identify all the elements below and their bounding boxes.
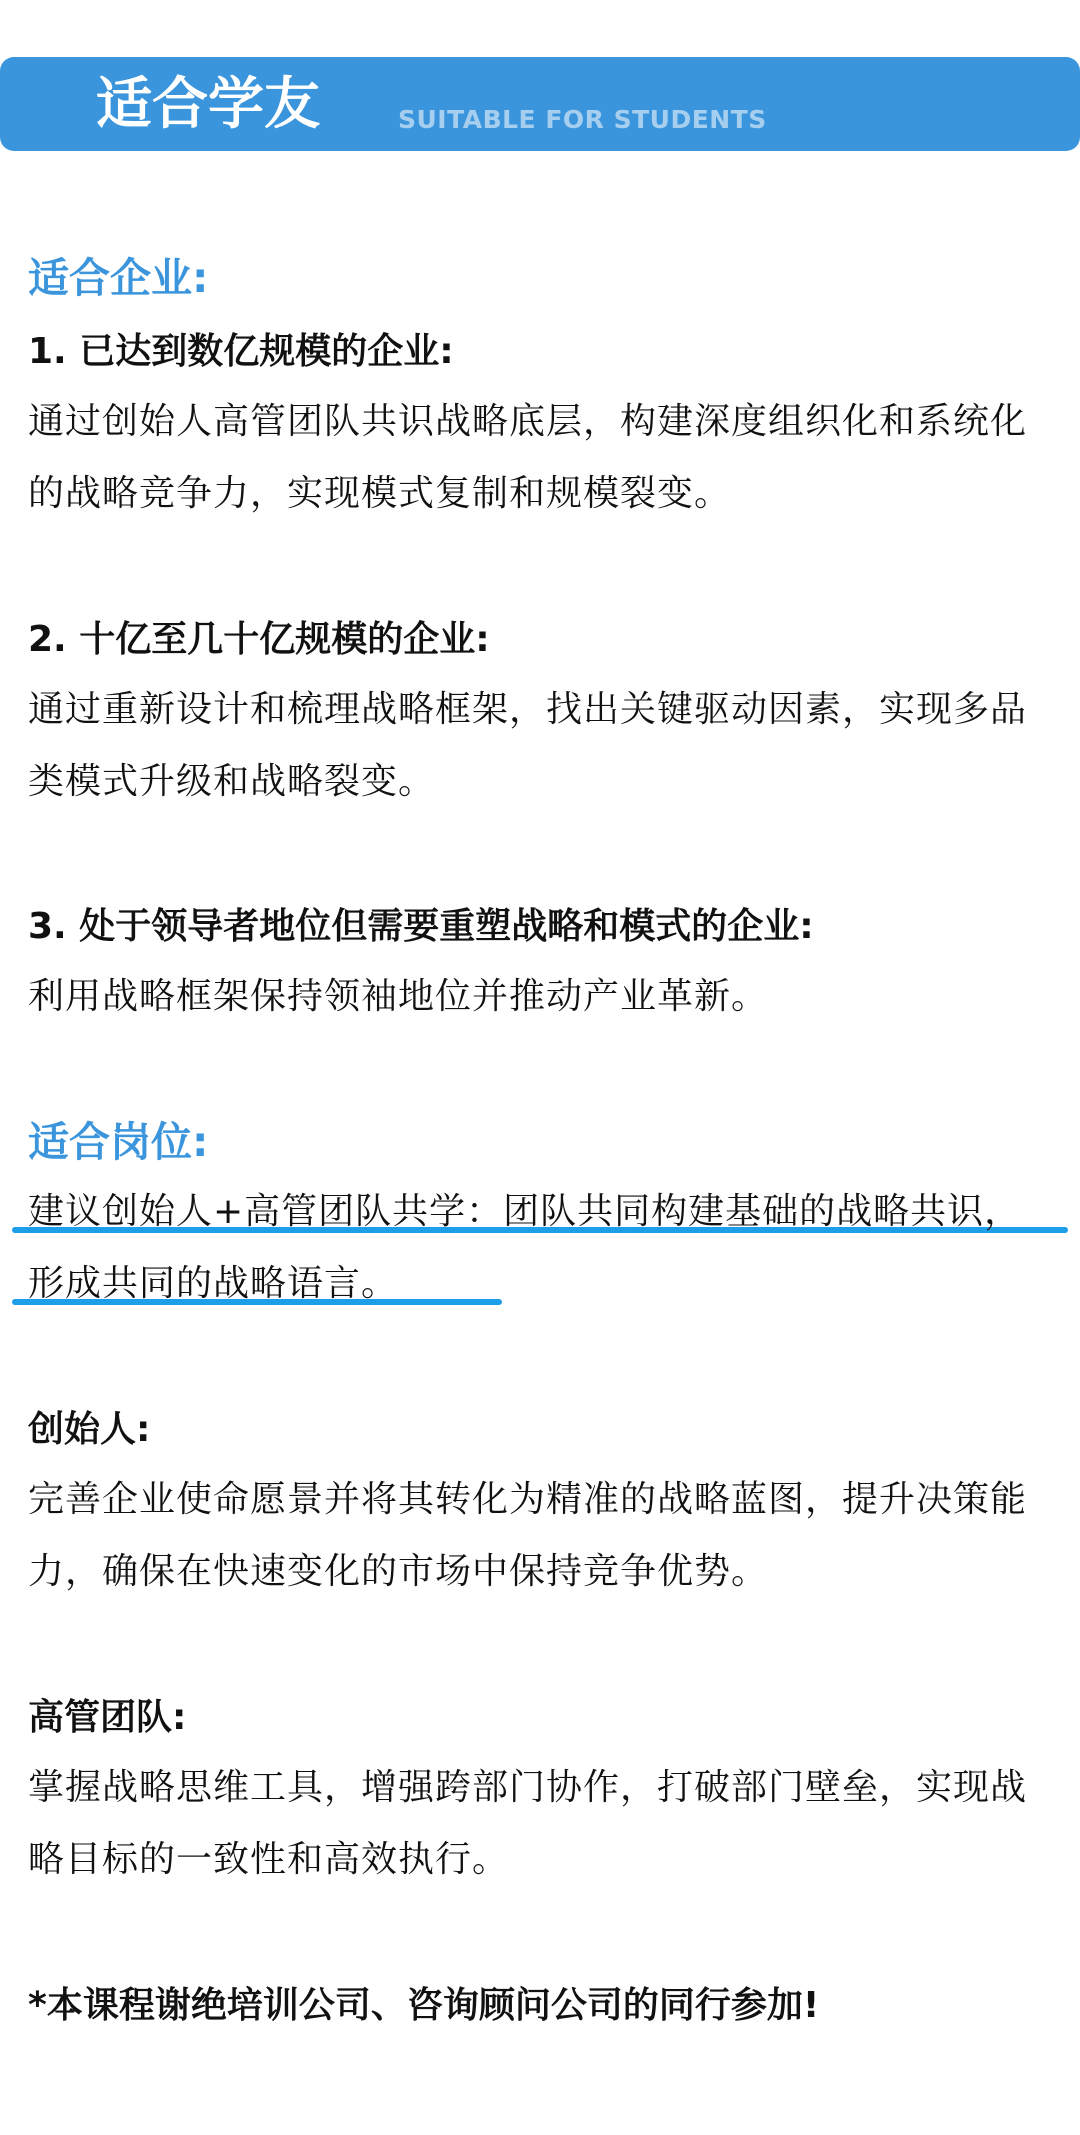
banner-title: 适合学友 — [96, 72, 320, 137]
company-item-2-text: 通过重新设计和梳理战略框架，找出关键驱动因素，实现多品类模式升级和战略裂变。 — [28, 689, 1028, 802]
companies-heading: 适合企业: — [28, 254, 209, 302]
positions-recommendation: 建议创始人+高管团队共学：团队共同构建基础的战略共识，形成共同的战略语言。 — [28, 1191, 1022, 1304]
role-founder-heading: 创始人: — [28, 1409, 151, 1450]
company-item-2-heading: 2. 十亿至几十亿规模的企业: — [28, 619, 490, 660]
company-item-3-heading: 3. 处于领导者地位但需要重塑战略和模式的企业: — [28, 906, 814, 947]
role-executive-heading: 高管团队: — [28, 1697, 187, 1738]
company-item-3-text: 利用战略框架保持领袖地位并推动产业革新。 — [28, 976, 769, 1017]
disclaimer-text: *本课程谢绝培训公司、咨询顾问公司的同行参加! — [28, 1985, 820, 2026]
role-executive-text: 掌握战略思维工具，增强跨部门协作，打破部门壁垒，实现战略目标的一致性和高效执行。 — [28, 1767, 1028, 1880]
positions-heading: 适合岗位: — [28, 1118, 209, 1166]
banner-subtitle: SUITABLE FOR STUDENTS — [398, 105, 767, 134]
company-item-1-heading: 1. 已达到数亿规模的企业: — [28, 331, 454, 372]
role-founder-text: 完善企业使命愿景并将其转化为精准的战略蓝图，提升决策能力，确保在快速变化的市场中保持竞争优势。 — [28, 1479, 1028, 1592]
company-item-1-text: 通过创始人高管团队共识战略底层，构建深度组织化和系统化的战略竞争力，实现模式复制和规模裂变。 — [28, 401, 1028, 514]
